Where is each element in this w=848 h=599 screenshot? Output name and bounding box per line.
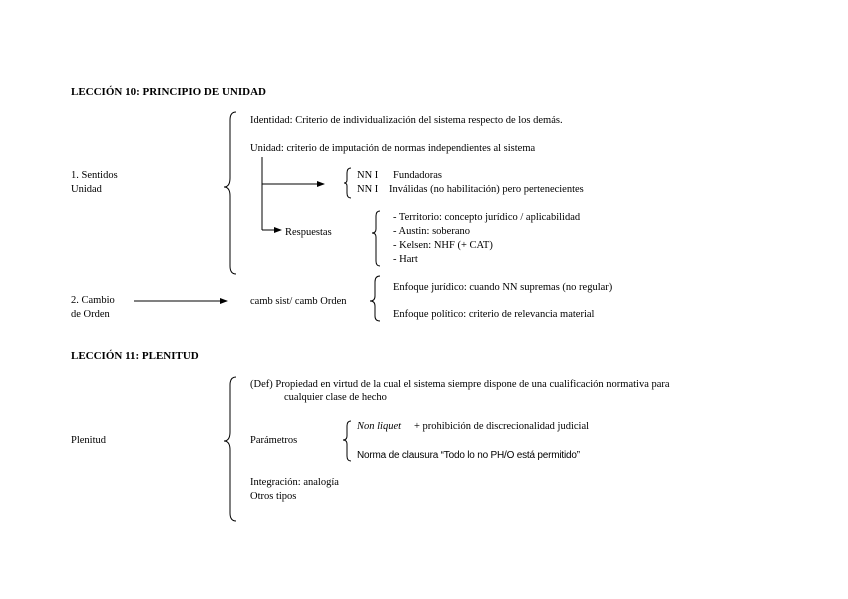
- cambio-sistema-label: camb sist/ camb Orden: [250, 296, 347, 307]
- brace-enfoques: [370, 276, 380, 321]
- enfoque-politico: Enfoque político: criterio de relevancia material: [393, 309, 595, 320]
- respuesta-item-4: - Hart: [393, 254, 418, 265]
- identidad-text: Identidad: Criterio de individualización del sistema respecto de los demás.: [250, 115, 563, 126]
- unidad-text: Unidad: criterio de imputación de normas independientes al sistema: [250, 143, 536, 154]
- norma-clausura-text: Norma de clausura “Todo lo no PH/O está permitido”: [357, 450, 580, 461]
- brace-parametros: [343, 421, 351, 461]
- nni-text-2: Inválidas (no habilitación) pero pertenecientes: [389, 184, 584, 195]
- lesson10-heading: LECCIÓN 10: PRINCIPIO DE UNIDAD: [71, 86, 266, 98]
- brace-sentidos: [224, 112, 236, 274]
- respuestas-label: Respuestas: [285, 227, 332, 238]
- brace-respuestas: [372, 211, 380, 266]
- cambio-label-line2: de Orden: [71, 309, 110, 320]
- sentidos-label-line1: 1. Sentidos: [71, 170, 118, 181]
- definicion-line2: cualquier clase de hecho: [284, 392, 387, 403]
- otros-tipos-text: Otros tipos: [250, 491, 297, 502]
- definicion-line1: (Def) Propiedad en virtud de la cual el sistema siempre dispone de una cualificación normativa para: [250, 379, 670, 390]
- nni-tag-2: NN I: [357, 184, 379, 195]
- lesson11-heading: LECCIÓN 11: PLENITUD: [71, 350, 199, 362]
- brace-nni: [344, 168, 351, 198]
- non-liquet-text: Non liquet: [357, 421, 402, 432]
- nni-text-1: Fundadoras: [393, 170, 442, 181]
- nni-tag-1: NN I: [357, 170, 379, 181]
- sentidos-label-line2: Unidad: [71, 184, 102, 195]
- respuesta-item-3: - Kelsen: NHF (+ CAT): [393, 240, 493, 251]
- non-liquet-rest: + prohibición de discrecionalidad judicial: [414, 421, 590, 432]
- enfoque-juridico: Enfoque jurídico: cuando NN supremas (no regular): [393, 282, 613, 293]
- cambio-label-line1: 2. Cambio: [71, 295, 115, 306]
- plenitud-label: Plenitud: [71, 435, 107, 446]
- brace-plenitud: [224, 377, 236, 521]
- respuesta-item-2: - Austin: soberano: [393, 226, 470, 237]
- integracion-text: Integración: analogía: [250, 477, 339, 488]
- respuesta-item-1: - Territorio: concepto jurídico / aplicabilidad: [393, 212, 581, 223]
- parametros-label: Parámetros: [250, 435, 298, 446]
